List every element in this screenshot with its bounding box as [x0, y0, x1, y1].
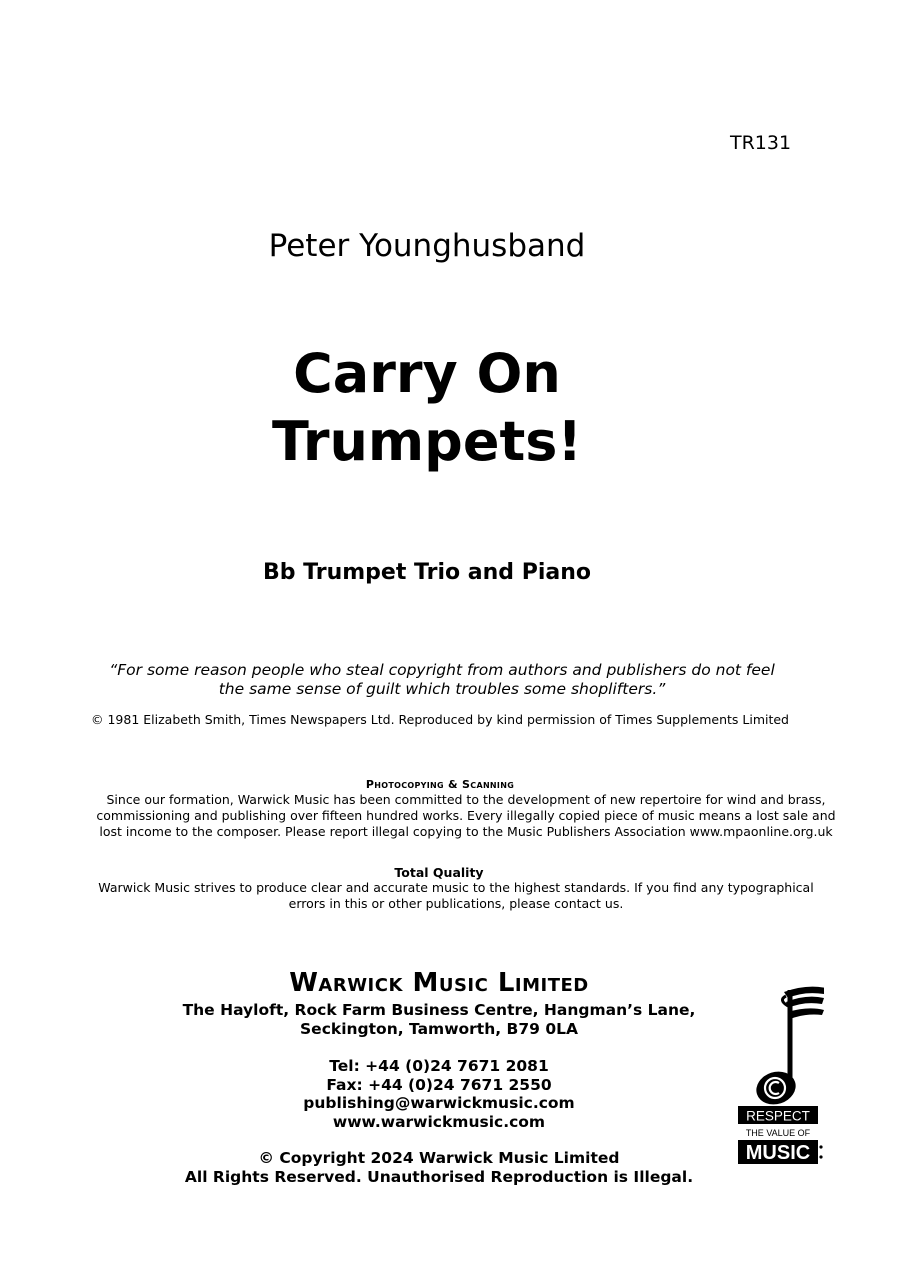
publisher-website: www.warwickmusic.com: [332, 1113, 546, 1131]
quote-line-1: “For some reason people who steal copyright from authors and publishers do not feel: [109, 661, 775, 679]
photocopying-text: [0, 792, 900, 840]
photocopying-line-2: commissioning and publishing over fifteen hundred works. Every illegally copied piece of music means a lost sale and: [96, 808, 836, 823]
publisher-name: Warwick Music Limited: [289, 968, 589, 998]
copyright-quote: [0, 661, 884, 699]
catalogue-number: TR131: [730, 132, 792, 154]
photocopying-heading: Photocopying & Scanning: [365, 778, 515, 791]
quote-line-2: the same sense of guilt which troubles some shoplifters.”: [218, 680, 666, 698]
publisher-address-line-1: The Hayloft, Rock Farm Business Centre, Hangman’s Lane,: [182, 1001, 696, 1019]
music-note-icon: [752, 987, 824, 1110]
composer-name: Peter Younghusband: [268, 228, 586, 264]
total-quality-text: [0, 880, 900, 911]
title-line-2: Trumpets!: [271, 410, 583, 473]
logo-text-respect: RESPECT: [746, 1108, 810, 1124]
instrumentation: Bb Trumpet Trio and Piano: [262, 560, 591, 585]
publisher-telephone: Tel: +44 (0)24 7671 2081: [329, 1057, 549, 1075]
title-line-1: Carry On: [293, 342, 561, 405]
publisher-email: publishing@warwickmusic.com: [303, 1094, 575, 1112]
photocopying-line-1: Since our formation, Warwick Music has been committed to the development of new repertoire for wind and brass,: [106, 792, 826, 807]
total-quality-line-2: errors in this or other publications, please contact us.: [288, 895, 624, 911]
piece-title: [0, 340, 854, 476]
quote-credit: © 1981 Elizabeth Smith, Times Newspapers Ltd. Reproduced by kind permission of Times Supplements Limited: [91, 712, 789, 727]
copyright-notice: © Copyright 2024 Warwick Music Limited: [258, 1149, 620, 1167]
logo-dot-bottom: [819, 1155, 822, 1158]
photocopying-line-3: lost income to the composer. Please report illegal copying to the Music Publishers Association www.mpaonline.org.uk: [99, 824, 833, 839]
logo-text-the-value-of: THE VALUE OF: [745, 1128, 811, 1138]
logo-text-music: MUSIC: [745, 1142, 811, 1164]
total-quality-heading: Total Quality: [394, 865, 484, 880]
rights-notice: All Rights Reserved. Unauthorised Reproduction is Illegal.: [184, 1168, 694, 1186]
respect-the-value-of-music-logo: [738, 982, 824, 1168]
total-quality-line-1: Warwick Music strives to produce clear and accurate music to the highest standards. If you find any typographical: [98, 880, 814, 895]
publisher-address-line-2: Seckington, Tamworth, B79 0LA: [300, 1020, 578, 1038]
publisher-fax: Fax: +44 (0)24 7671 2550: [326, 1076, 552, 1094]
logo-dot-top: [819, 1145, 822, 1148]
